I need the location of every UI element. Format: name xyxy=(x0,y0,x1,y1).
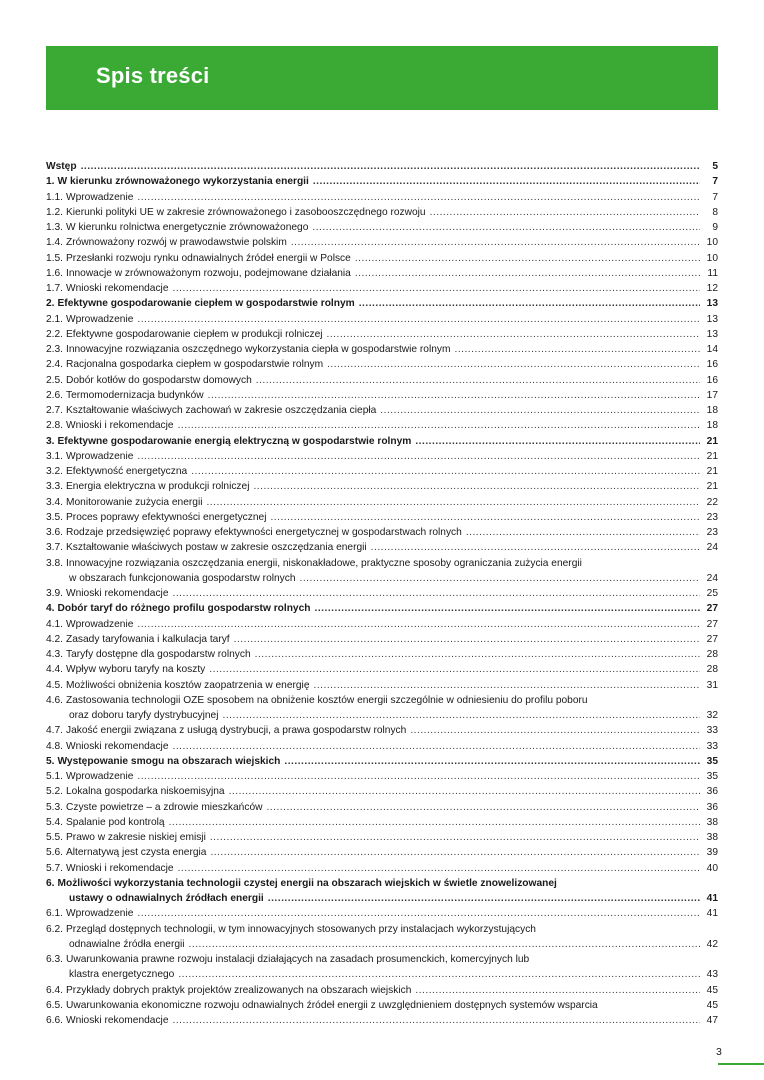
toc-dot-leader xyxy=(253,479,700,494)
toc-entry[interactable] xyxy=(46,571,718,586)
toc-entry[interactable] xyxy=(46,281,718,296)
toc-entry-page: 45 xyxy=(706,999,718,1011)
toc-entry-label: Innowacyjne rozwiązania oszczędzania energii, niskonakładowe, praktyczne sposoby ograniczania zużycia energii xyxy=(66,557,582,569)
toc-entry[interactable] xyxy=(46,174,718,189)
toc-entry-label: Innowacyjne rozwiązania oszczędnego wykorzystania ciepła w gospodarstwie rolnym xyxy=(66,344,451,355)
toc-entry[interactable] xyxy=(46,373,718,388)
toc-dot-leader xyxy=(178,418,700,433)
toc-entry-label: odnawialne źródła energii xyxy=(69,938,185,950)
toc-entry-label: Energia elektryczna w produkcji rolniczej xyxy=(66,481,250,493)
toc-dot-leader xyxy=(355,251,700,266)
toc-entry-page: 21 xyxy=(706,481,718,493)
toc-dot-leader xyxy=(137,312,700,327)
toc-dot-leader xyxy=(284,754,700,769)
toc-entry-label: Czyste powietrze – a zdrowie mieszkańców xyxy=(66,801,263,813)
toc-entry-label: Wstęp xyxy=(46,161,77,172)
toc-dot-leader xyxy=(291,235,700,250)
toc-dot-leader xyxy=(371,540,700,555)
toc-entry[interactable] xyxy=(46,586,718,601)
toc-entry-number: 2. xyxy=(46,298,55,310)
toc-entry[interactable] xyxy=(46,434,718,449)
toc-entry[interactable] xyxy=(46,815,718,830)
toc-entry-label: Przegląd dostępnych technologii, w tym innowacyjnych stosowanych przy instalacjach wykorzystujących xyxy=(66,923,536,935)
toc-entry[interactable] xyxy=(46,769,718,784)
toc-entry-number: 3.2. xyxy=(46,466,63,477)
toc-entry-page: 35 xyxy=(706,771,718,782)
toc-entry[interactable] xyxy=(46,906,718,921)
table-of-contents xyxy=(46,159,718,1028)
toc-entry[interactable] xyxy=(46,266,718,281)
toc-entry-number: 2.8. xyxy=(46,420,63,432)
toc-dot-leader xyxy=(137,190,700,205)
toc-entry-number: 4.1. xyxy=(46,618,63,630)
toc-entry-label: Proces poprawy efektywności energetycznej xyxy=(66,511,267,523)
toc-dot-leader xyxy=(313,174,700,189)
toc-entry-number: 3.8. xyxy=(46,557,63,569)
toc-entry-number: 4. xyxy=(46,603,55,615)
toc-entry[interactable] xyxy=(46,251,718,266)
toc-entry-label: Rodzaje przedsięwzięć poprawy efektywności energetycznej w gospodarstwach rolnych xyxy=(66,527,462,538)
toc-entry-number: 4.7. xyxy=(46,725,63,737)
toc-entry[interactable] xyxy=(46,647,718,662)
toc-entry-page: 42 xyxy=(706,938,718,950)
toc-entry-page: 27 xyxy=(706,633,718,645)
toc-entry-page: 24 xyxy=(706,542,718,554)
toc-entry-label: Racjonalna gospodarka ciepłem w gospodarstwie rolnym xyxy=(66,359,324,371)
toc-entry-label: Jakość energii związana z usługą dystrybucji, a prawa gospodarstw rolnych xyxy=(66,725,407,737)
toc-entry[interactable] xyxy=(46,479,718,494)
toc-entry-page: 45 xyxy=(706,984,718,996)
toc-entry-page: 35 xyxy=(706,755,718,767)
toc-dot-leader xyxy=(415,983,700,998)
toc-entry-label: Uwarunkowania ekonomiczne rozwoju odnawialnych źródeł energii z uwzględnieniem dostępnych systemów wsparcia xyxy=(66,999,598,1011)
toc-entry-label: Wnioski i rekomendacje xyxy=(66,420,174,432)
toc-entry[interactable] xyxy=(46,1013,718,1028)
toc-entry-label: Występowanie smogu na obszarach wiejskich xyxy=(57,755,281,767)
toc-dot-leader xyxy=(206,495,700,510)
toc-entry-number: 1.4. xyxy=(46,237,63,249)
toc-entry-page: 47 xyxy=(706,1015,718,1026)
toc-dot-leader xyxy=(268,891,700,906)
toc-dot-leader xyxy=(178,861,700,876)
toc-entry[interactable] xyxy=(46,693,718,708)
toc-entry-label: Przykłady dobrych praktyk projektów zrealizowanych na obszarach wiejskich xyxy=(66,984,412,996)
toc-entry[interactable] xyxy=(46,784,718,799)
toc-entry[interactable] xyxy=(46,418,718,433)
toc-entry-number: 6.3. xyxy=(46,954,63,965)
toc-entry-number: 2.7. xyxy=(46,405,63,416)
toc-entry-label: Prawo w zakresie niskiej emisji xyxy=(66,832,206,843)
toc-dot-leader xyxy=(466,525,700,540)
toc-entry-number: 1. xyxy=(46,176,55,188)
toc-entry-page: 12 xyxy=(706,283,718,294)
toc-entry-page: 33 xyxy=(706,740,718,752)
toc-entry-number: 3.7. xyxy=(46,542,63,554)
toc-entry-number: 5.7. xyxy=(46,862,63,874)
toc-entry[interactable] xyxy=(46,510,718,525)
toc-entry[interactable] xyxy=(46,464,718,479)
toc-entry[interactable] xyxy=(46,876,718,891)
toc-entry-number: 5.6. xyxy=(46,847,63,859)
toc-dot-leader xyxy=(266,800,700,815)
toc-entry-number: 3.1. xyxy=(46,450,63,462)
toc-entry-page: 13 xyxy=(706,313,718,325)
toc-entry-page: 22 xyxy=(706,496,718,508)
toc-entry-number: 2.2. xyxy=(46,328,63,340)
toc-dot-leader xyxy=(359,296,700,311)
toc-dot-leader xyxy=(300,571,700,586)
toc-entry-number: 4.4. xyxy=(46,664,63,676)
toc-entry-number: 1.7. xyxy=(46,283,63,294)
toc-entry[interactable] xyxy=(46,754,718,769)
toc-entry[interactable] xyxy=(46,723,718,738)
toc-entry[interactable] xyxy=(46,861,718,876)
toc-entry-page: 7 xyxy=(712,191,718,203)
toc-entry-label: Innowacje w zrównoważonym rozwoju, podejmowane działania xyxy=(66,267,351,279)
toc-entry-page: 17 xyxy=(706,389,718,401)
toc-dot-leader xyxy=(137,449,700,464)
toc-entry-number: 6.4. xyxy=(46,984,63,996)
toc-entry-label: klastra energetycznego xyxy=(69,969,175,981)
toc-entry[interactable] xyxy=(46,983,718,998)
toc-entry-page: 31 xyxy=(706,679,718,691)
toc-dot-leader xyxy=(256,373,700,388)
toc-entry[interactable] xyxy=(46,632,718,647)
toc-entry[interactable] xyxy=(46,205,718,220)
toc-entry[interactable] xyxy=(46,922,718,937)
toc-dot-leader xyxy=(315,601,701,616)
toc-entry-number: 6.5. xyxy=(46,999,63,1011)
toc-entry-label: Monitorowanie zużycia energii xyxy=(66,496,203,508)
toc-entry[interactable] xyxy=(46,678,718,693)
toc-entry-number: 2.3. xyxy=(46,344,63,355)
toc-entry-number: 5. xyxy=(46,755,55,767)
toc-dot-leader xyxy=(172,1013,700,1028)
toc-entry-label: Efektywność energetyczna xyxy=(66,466,188,477)
toc-entry-page: 38 xyxy=(706,832,718,843)
toc-entry-label: Wnioski i rekomendacje xyxy=(66,862,174,874)
toc-entry-label: Wprowadzenie xyxy=(66,618,134,630)
toc-entry-page: 41 xyxy=(706,908,718,920)
toc-entry-label: Przesłanki rozwoju rynku odnawialnych źródeł energii w Polsce xyxy=(66,252,351,264)
toc-entry[interactable] xyxy=(46,235,718,250)
toc-entry-label: Kierunki polityki UE w zakresie zrównoważonego i zasobooszczędnego rozwoju xyxy=(66,206,426,218)
toc-dot-leader xyxy=(380,403,700,418)
toc-entry-page: 8 xyxy=(712,206,718,218)
toc-entry[interactable] xyxy=(46,967,718,982)
toc-entry[interactable] xyxy=(46,800,718,815)
toc-entry-label: Termomodernizacja budynków xyxy=(66,389,204,401)
toc-dot-leader xyxy=(172,739,700,754)
toc-dot-leader xyxy=(314,678,701,693)
toc-entry-page: 10 xyxy=(706,252,718,264)
toc-entry[interactable] xyxy=(46,495,718,510)
toc-entry-label: Dobór taryf do różnego profilu gospodarstw rolnych xyxy=(57,603,311,615)
toc-dot-leader xyxy=(223,708,701,723)
toc-entry-number: 1.6. xyxy=(46,267,63,279)
toc-dot-leader xyxy=(209,662,700,677)
toc-entry-label: Kształtowanie właściwych postaw w zakresie oszczędzania energii xyxy=(66,542,367,554)
toc-entry-number: 5.1. xyxy=(46,771,63,782)
toc-entry-label: Zasady taryfowania i kalkulacja taryf xyxy=(66,633,230,645)
toc-dot-leader xyxy=(327,357,700,372)
toc-dot-leader xyxy=(210,845,700,860)
toc-entry-number: 1.1. xyxy=(46,191,63,203)
toc-entry-page: 28 xyxy=(706,649,718,660)
toc-entry-label: Uwarunkowania prawne rozwoju instalacji działających na zasadach prosumenckich, komercyjnych lub xyxy=(66,954,530,965)
toc-entry[interactable] xyxy=(46,327,718,342)
toc-dot-leader xyxy=(415,434,700,449)
toc-entry-label: W kierunku zrównoważonego wykorzystania energii xyxy=(57,176,309,188)
toc-entry-label: Wpływ wyboru taryfy na koszty xyxy=(66,664,206,676)
toc-entry[interactable] xyxy=(46,159,718,174)
toc-entry-number: 4.2. xyxy=(46,633,63,645)
toc-entry-number: 3.9. xyxy=(46,588,63,599)
toc-entry-label: Wnioski rekomendacje xyxy=(66,283,169,294)
toc-entry-page: 13 xyxy=(706,298,718,310)
toc-entry-number: 2.4. xyxy=(46,359,63,371)
toc-dot-leader xyxy=(169,815,700,830)
toc-entry-page: 16 xyxy=(706,359,718,371)
toc-entry-page: 27 xyxy=(706,618,718,630)
toc-entry-label: Efektywne gospodarowanie ciepłem w gospodarstwie rolnym xyxy=(57,298,355,310)
toc-dot-leader xyxy=(137,617,700,632)
toc-entry[interactable] xyxy=(46,739,718,754)
toc-entry[interactable] xyxy=(46,357,718,372)
toc-entry-label: Efektywne gospodarowanie energią elektryczną w gospodarstwie rolnym xyxy=(57,435,412,447)
toc-entry[interactable] xyxy=(46,952,718,967)
toc-dot-leader xyxy=(137,906,700,921)
toc-entry-number: 4.5. xyxy=(46,679,63,691)
toc-dot-leader xyxy=(234,632,700,647)
toc-entry[interactable] xyxy=(46,937,718,952)
toc-entry[interactable] xyxy=(46,998,718,1013)
toc-entry-page: 36 xyxy=(706,801,718,813)
toc-entry-number: 1.2. xyxy=(46,206,63,218)
toc-entry-page: 13 xyxy=(706,328,718,340)
toc-entry-number: 3.6. xyxy=(46,527,63,538)
page-number: 3 xyxy=(716,1046,722,1058)
toc-entry-page: 18 xyxy=(706,420,718,432)
toc-entry-page: 25 xyxy=(706,588,718,599)
toc-dot-leader xyxy=(210,830,700,845)
toc-entry[interactable] xyxy=(46,403,718,418)
toc-entry-page: 18 xyxy=(706,405,718,416)
toc-entry-number: 2.5. xyxy=(46,374,63,386)
toc-entry-page: 14 xyxy=(706,344,718,355)
toc-entry-label: W kierunku rolnictwa energetycznie zrównoważonego xyxy=(66,222,309,233)
toc-dot-leader xyxy=(430,205,700,220)
toc-entry-page: 23 xyxy=(706,527,718,538)
toc-entry[interactable] xyxy=(46,342,718,357)
toc-entry-number: 3.4. xyxy=(46,496,63,508)
toc-entry-page: 40 xyxy=(706,862,718,874)
toc-entry-page: 32 xyxy=(706,710,718,721)
toc-entry[interactable] xyxy=(46,830,718,845)
toc-dot-leader xyxy=(172,281,700,296)
toc-entry-number: 3.3. xyxy=(46,481,63,493)
toc-entry-label: w obszarach funkcjonowania gospodarstw rolnych xyxy=(69,572,296,584)
toc-entry-label: Taryfy dostępne dla gospodarstw rolnych xyxy=(66,649,251,660)
toc-entry[interactable] xyxy=(46,525,718,540)
footer-accent-line xyxy=(718,1063,764,1065)
toc-entry-number: 6. xyxy=(46,877,55,889)
toc-entry[interactable] xyxy=(46,708,718,723)
toc-entry-number: 3. xyxy=(46,435,55,447)
toc-entry[interactable] xyxy=(46,312,718,327)
toc-dot-leader xyxy=(229,784,700,799)
toc-dot-leader xyxy=(81,159,700,174)
toc-entry-page: 24 xyxy=(706,572,718,584)
toc-dot-leader xyxy=(189,937,700,952)
toc-entry-number: 5.3. xyxy=(46,801,63,813)
toc-entry[interactable] xyxy=(46,601,718,616)
header-banner xyxy=(46,46,718,110)
toc-entry[interactable] xyxy=(46,388,718,403)
toc-dot-leader xyxy=(355,266,700,281)
toc-entry-number: 4.8. xyxy=(46,740,63,752)
toc-entry-label: Wprowadzenie xyxy=(66,908,134,920)
toc-entry-number: 5.4. xyxy=(46,816,63,828)
toc-dot-leader xyxy=(191,464,700,479)
toc-dot-leader xyxy=(137,769,700,784)
toc-dot-leader xyxy=(208,388,700,403)
toc-entry-label: oraz doboru taryfy dystrybucyjnej xyxy=(69,710,219,721)
toc-entry[interactable] xyxy=(46,449,718,464)
toc-entry-label: Wnioski rekomendacje xyxy=(66,740,169,752)
toc-entry-label: Zrównoważony rozwój w prawodawstwie polskim xyxy=(66,237,287,249)
toc-entry-label: Spalanie pod kontrolą xyxy=(66,816,165,828)
toc-entry-page: 21 xyxy=(706,450,718,462)
toc-entry-page: 39 xyxy=(706,847,718,859)
toc-entry-label: Zastosowania technologii OZE sposobem na obniżenie kosztów energii szczególnie w odniesieniu do profilu poboru xyxy=(66,694,588,706)
toc-entry-number: 5.5. xyxy=(46,832,63,843)
toc-entry-number: 2.6. xyxy=(46,389,63,401)
toc-entry-number: 1.5. xyxy=(46,252,63,264)
toc-entry-number: 2.1. xyxy=(46,313,63,325)
toc-entry-label: Wprowadzenie xyxy=(66,313,134,325)
toc-entry-page: 27 xyxy=(706,603,718,615)
toc-entry-page: 36 xyxy=(706,786,718,798)
toc-entry-page: 23 xyxy=(706,511,718,523)
toc-entry-page: 41 xyxy=(706,893,718,904)
toc-entry[interactable] xyxy=(46,540,718,555)
toc-entry[interactable] xyxy=(46,891,718,906)
toc-entry-label: Możliwości wykorzystania technologii czystej energii na obszarach wiejskich w świetle znowelizowanej xyxy=(57,877,557,889)
toc-entry-label: Wprowadzenie xyxy=(66,450,134,462)
toc-dot-leader xyxy=(178,967,700,982)
toc-entry-page: 11 xyxy=(707,267,718,279)
toc-entry-page: 9 xyxy=(712,222,718,233)
toc-entry-label: Wnioski rekomendacje xyxy=(66,588,169,599)
toc-entry-page: 16 xyxy=(706,374,718,386)
toc-entry-label: Efektywne gospodarowanie ciepłem w produkcji rolniczej xyxy=(66,328,323,340)
toc-dot-leader xyxy=(270,510,700,525)
toc-entry-number: 4.6. xyxy=(46,694,63,706)
toc-dot-leader xyxy=(172,586,700,601)
toc-dot-leader xyxy=(454,342,700,357)
toc-entry-page: 21 xyxy=(706,435,718,447)
toc-entry-label: Możliwości obniżenia kosztów zaopatrzenia w energię xyxy=(66,679,310,691)
toc-dot-leader xyxy=(327,327,700,342)
toc-entry-label: Alternatywą jest czysta energia xyxy=(66,847,207,859)
toc-dot-leader xyxy=(312,220,700,235)
toc-entry-page: 10 xyxy=(706,237,718,249)
toc-entry-label: Wprowadzenie xyxy=(66,771,134,782)
toc-entry-label: Lokalna gospodarka niskoemisyjna xyxy=(66,786,225,798)
toc-entry-number: 1.3. xyxy=(46,222,63,233)
toc-entry-number: 3.5. xyxy=(46,511,63,523)
toc-entry[interactable] xyxy=(46,617,718,632)
toc-entry-number: 6.2. xyxy=(46,923,63,935)
page-title: Spis treści xyxy=(96,63,210,88)
toc-entry-number: 5.2. xyxy=(46,786,63,798)
toc-entry[interactable] xyxy=(46,296,718,311)
toc-dot-leader xyxy=(410,723,700,738)
toc-entry[interactable] xyxy=(46,662,718,677)
toc-entry[interactable] xyxy=(46,556,718,571)
toc-entry-page: 38 xyxy=(706,816,718,828)
toc-entry-page: 33 xyxy=(706,725,718,737)
toc-entry-page: 21 xyxy=(706,466,718,477)
toc-entry-label: ustawy o odnawialnych źródłach energii xyxy=(69,893,264,904)
toc-entry[interactable] xyxy=(46,845,718,860)
toc-entry-label: Dobór kotłów do gospodarstw domowych xyxy=(66,374,252,386)
toc-entry[interactable] xyxy=(46,220,718,235)
toc-entry-number: 6.1. xyxy=(46,908,63,920)
toc-entry-page: 43 xyxy=(706,969,718,981)
toc-entry-number: 6.6. xyxy=(46,1015,63,1026)
toc-entry-page: 7 xyxy=(712,176,718,188)
toc-entry-number: 4.3. xyxy=(46,649,63,660)
toc-entry-label: Wnioski rekomendacje xyxy=(66,1015,169,1026)
toc-entry-page: 5 xyxy=(712,161,718,172)
toc-entry-label: Kształtowanie właściwych zachowań w zakresie oszczędzania ciepła xyxy=(66,405,377,416)
toc-entry-page: 28 xyxy=(706,664,718,676)
toc-entry[interactable] xyxy=(46,190,718,205)
toc-dot-leader xyxy=(255,647,700,662)
toc-entry-label: Wprowadzenie xyxy=(66,191,134,203)
